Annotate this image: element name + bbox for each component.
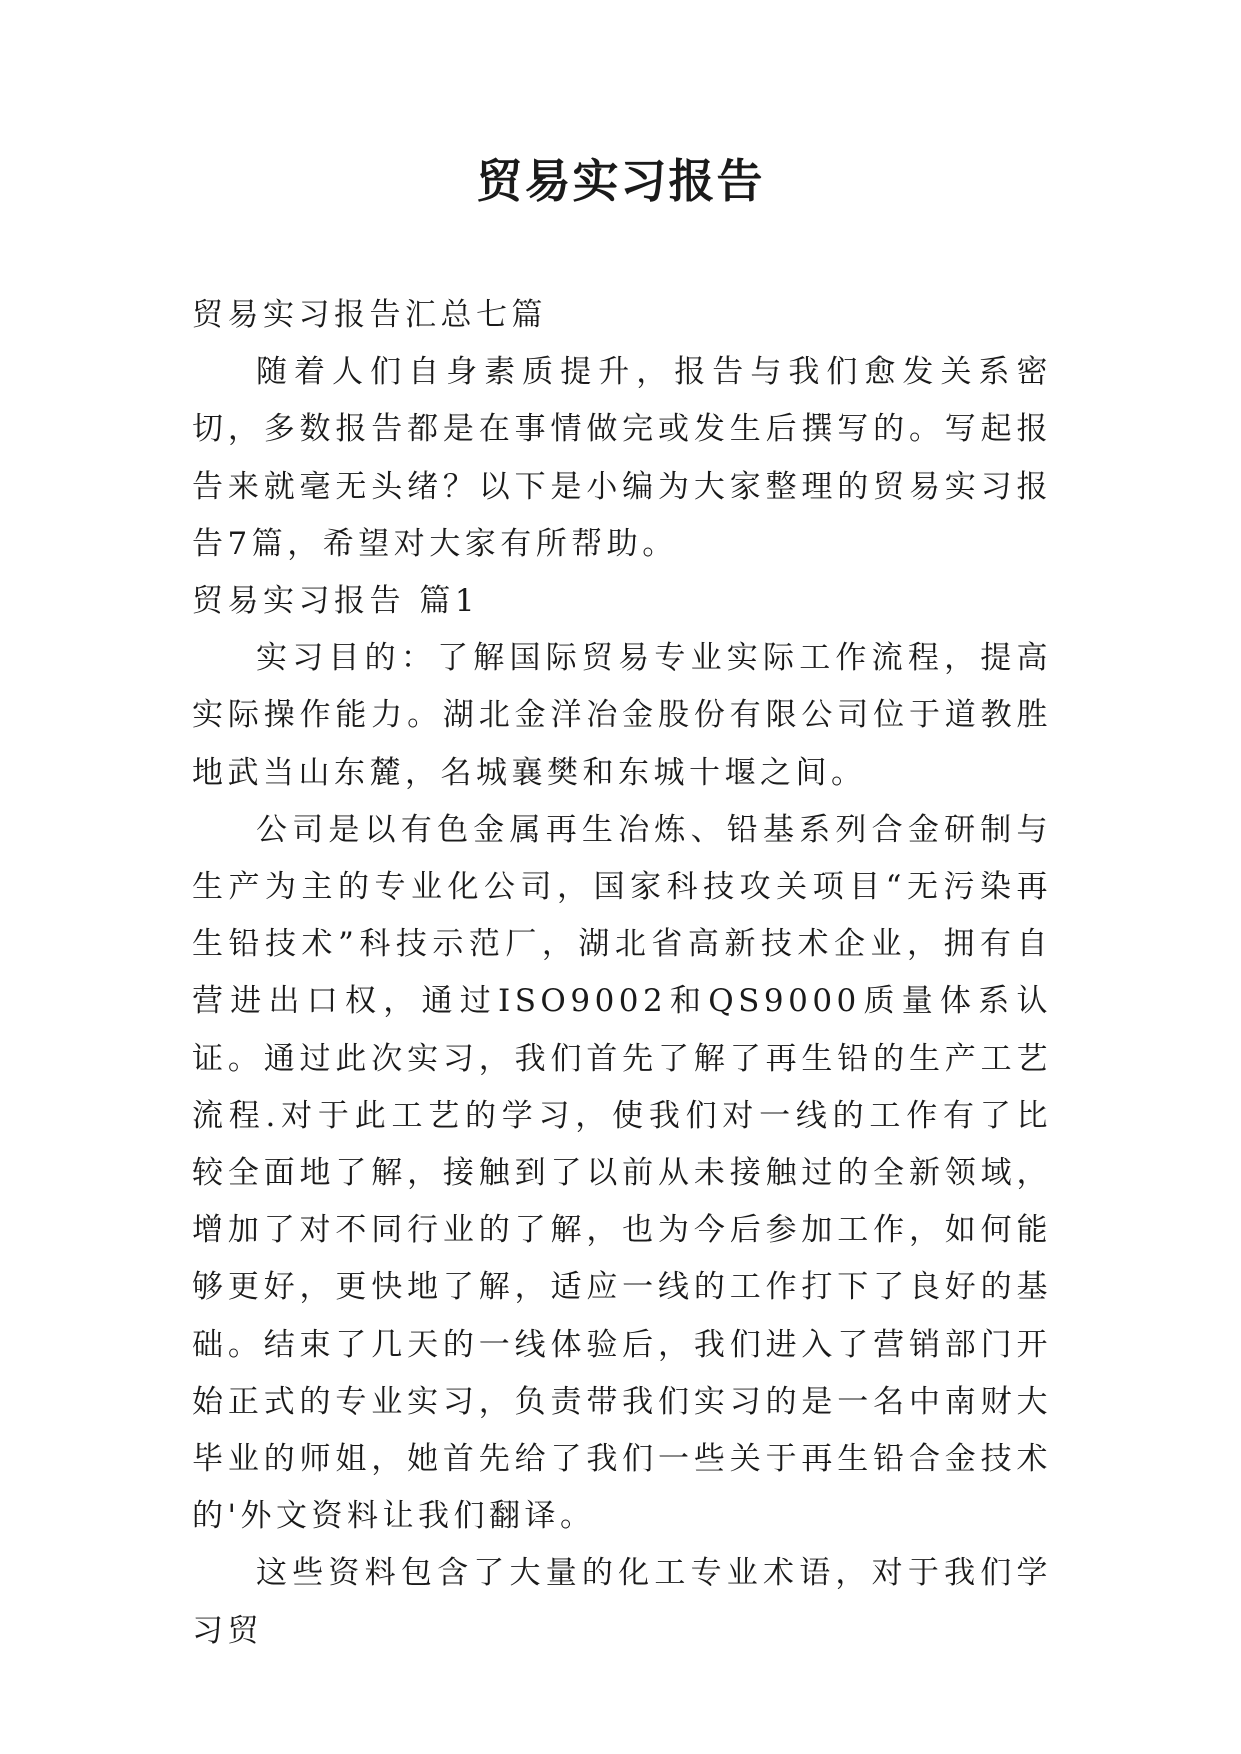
body-paragraph: 这些资料包含了大量的化工专业术语，对于我们学习贸 (192, 1555, 1052, 1649)
body-paragraph: 公司是以有色金属再生冶炼、铅基系列合金研制与生产为主的专业化公司，国家科技攻关项目“无污染再生铅技术”科技示范厂，湖北省高新技术企业，拥有自营进出口权，通过ISO9002和QS9000质量体系认证。通过此次实习，我们首先了解了再生铅的生产工艺流程.对于此工艺的学习，使我们对一线的工作有了比较全面地了解，接触到了以前从未接触过的全新领域，增加了对不同行业的了解，也为今后参加工作，如何能够更好，更快地了解，适应一线的工作打下了良好的基础。结束了几天的一线体验后，我们进入了营销部门开始正式的专业实习，负责带我们实习的是一名中南财大毕业的师姐，她首先给了我们一些关于再生铅合金技术的'外文资料让我们翻译。 (192, 811, 1052, 1535)
document-body (192, 287, 1052, 1660)
document-subtitle: 贸易实习报告汇总七篇 (192, 297, 547, 333)
document-title: 贸易实习报告 (476, 154, 765, 208)
intro-paragraph: 随着人们自身素质提升，报告与我们愈发关系密切，多数报告都是在事情做完或发生后撰写的。写起报告来就毫无头绪？以下是小编为大家整理的贸易实习报告7篇，希望对大家有所帮助。 (192, 354, 1052, 562)
section-heading: 贸易实习报告 篇1 (192, 583, 480, 620)
body-paragraph: 实习目的：了解国际贸易专业实际工作流程，提高实际操作能力。湖北金洋冶金股份有限公司位于道教胜地武当山东麓，名城襄樊和东城十堰之间。 (192, 640, 1052, 791)
